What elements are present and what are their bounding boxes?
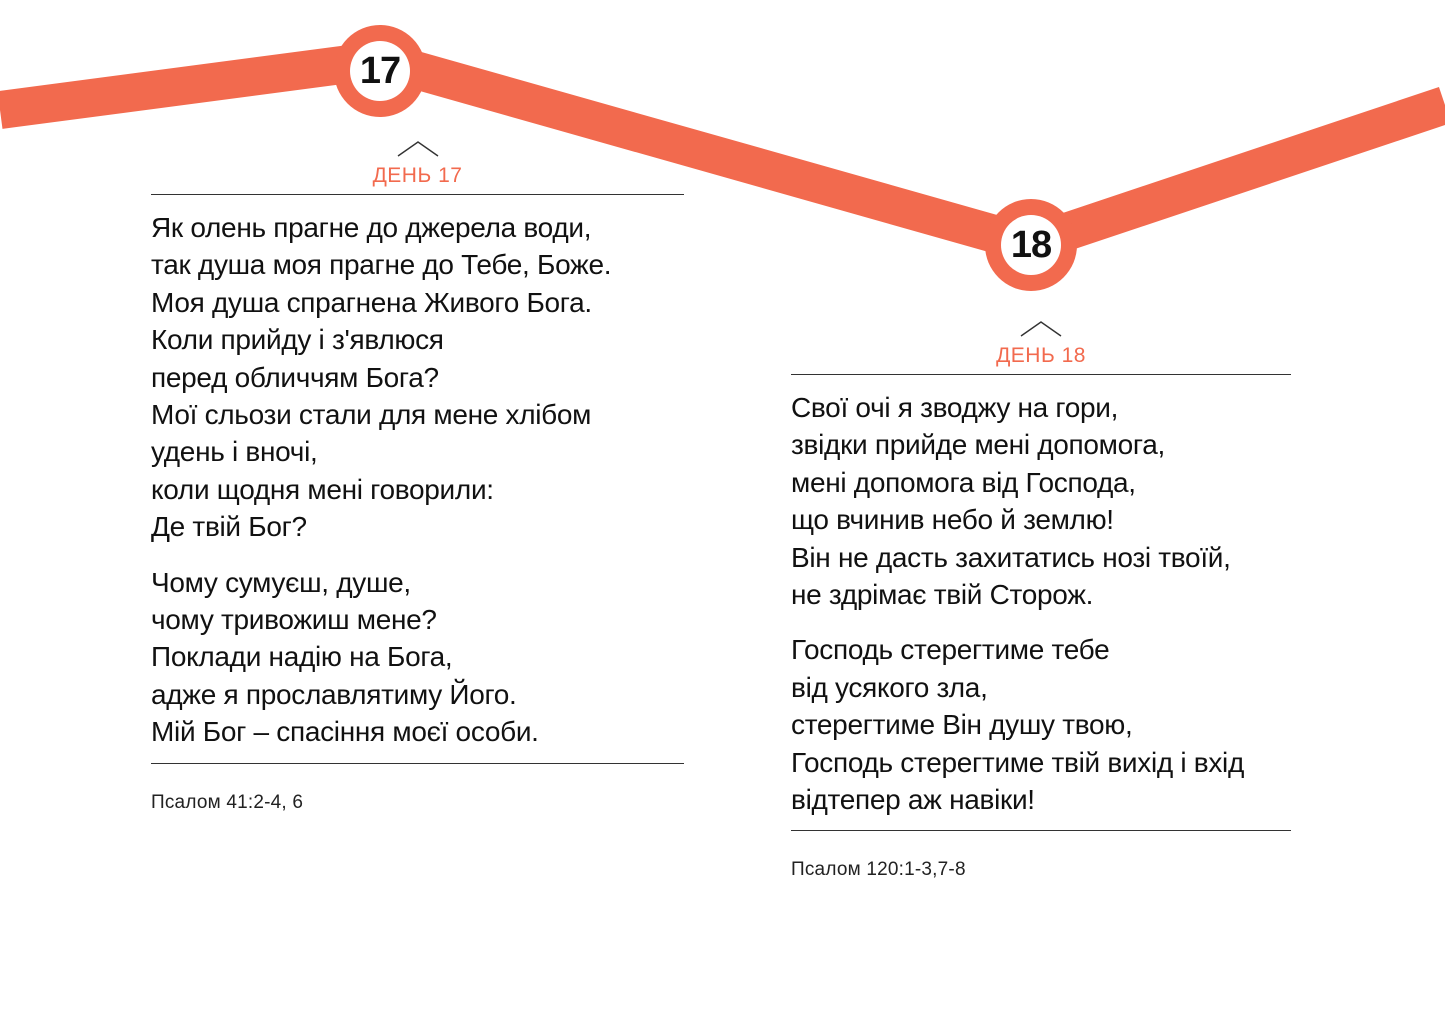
verse-line: адже я прославлятиму Його. <box>151 678 517 710</box>
verse-line: відтепер аж навіки! <box>791 784 1035 816</box>
verse-line: Мої сльози стали для мене хлібом <box>151 399 592 431</box>
divider-top <box>791 374 1291 375</box>
verse-line: Коли прийду і з'явлюся <box>151 324 444 356</box>
verse-line: Де твій Бог? <box>151 511 307 543</box>
verse-line: Свої очі я зводжу на гори, <box>791 392 1119 423</box>
verse-line: так душа моя прагне до Тебе, Боже. <box>151 249 612 281</box>
verse-line: що вчинив небо й землю! <box>791 504 1114 536</box>
verse-line: чому тривожиш мене? <box>151 604 437 636</box>
verse-line: Він не дасть захитатись нозі твоїй, <box>791 541 1231 573</box>
day-18-label: ДЕНЬ 18 <box>996 344 1086 367</box>
verse-line: перед обличчям Бога? <box>151 361 439 393</box>
divider-top <box>151 194 684 195</box>
day-17-section <box>151 138 684 814</box>
day-17-stanza-1 <box>151 209 684 546</box>
verse-line: не здрімає твій Сторож. <box>791 579 1094 611</box>
day-18-reference: Псалом 120:1-3,7-8 <box>791 859 966 881</box>
day-17-badge-number: 17 <box>350 41 410 101</box>
verse-line: Як олень прагне до джерела води, <box>151 212 592 243</box>
verse-line: Мій Бог – спасіння моєї особи. <box>151 716 539 748</box>
verse-line: коли щодня мені говорили: <box>151 473 494 505</box>
day-18-badge-number: 18 <box>1001 215 1061 275</box>
verse-line: удень і вночі, <box>151 436 318 468</box>
caret-up-icon <box>1019 318 1063 338</box>
verse-line: мені допомога від Господа, <box>791 466 1136 498</box>
verse-line: звідки прийде мені допомога, <box>791 429 1165 461</box>
verse-line: від усякого зла, <box>791 671 988 703</box>
verse-line: стерегтиме Він душу твою, <box>791 709 1133 741</box>
day-18-section <box>791 318 1291 881</box>
divider-bottom <box>151 763 684 764</box>
day-17-stanza-2 <box>151 564 684 751</box>
verse-line: Господь стерегтиме твій вихід і вхід <box>791 746 1245 778</box>
day-18-stanza-2 <box>791 631 1291 818</box>
day-17-badge <box>334 25 426 117</box>
day-18-stanza-1 <box>791 389 1291 613</box>
divider-bottom <box>791 830 1291 831</box>
caret-up-icon <box>396 138 440 158</box>
day-18-badge <box>985 199 1077 291</box>
day-17-reference: Псалом 41:2-4, 6 <box>151 791 304 813</box>
verse-line: Поклади надію на Бога, <box>151 641 453 673</box>
verse-line: Чому сумуєш, душе, <box>151 566 411 598</box>
verse-line: Господь стерегтиме тебе <box>791 634 1110 666</box>
verse-line: Моя душа спрагнена Живого Бога. <box>151 286 592 318</box>
day-17-label: ДЕНЬ 17 <box>372 164 463 187</box>
